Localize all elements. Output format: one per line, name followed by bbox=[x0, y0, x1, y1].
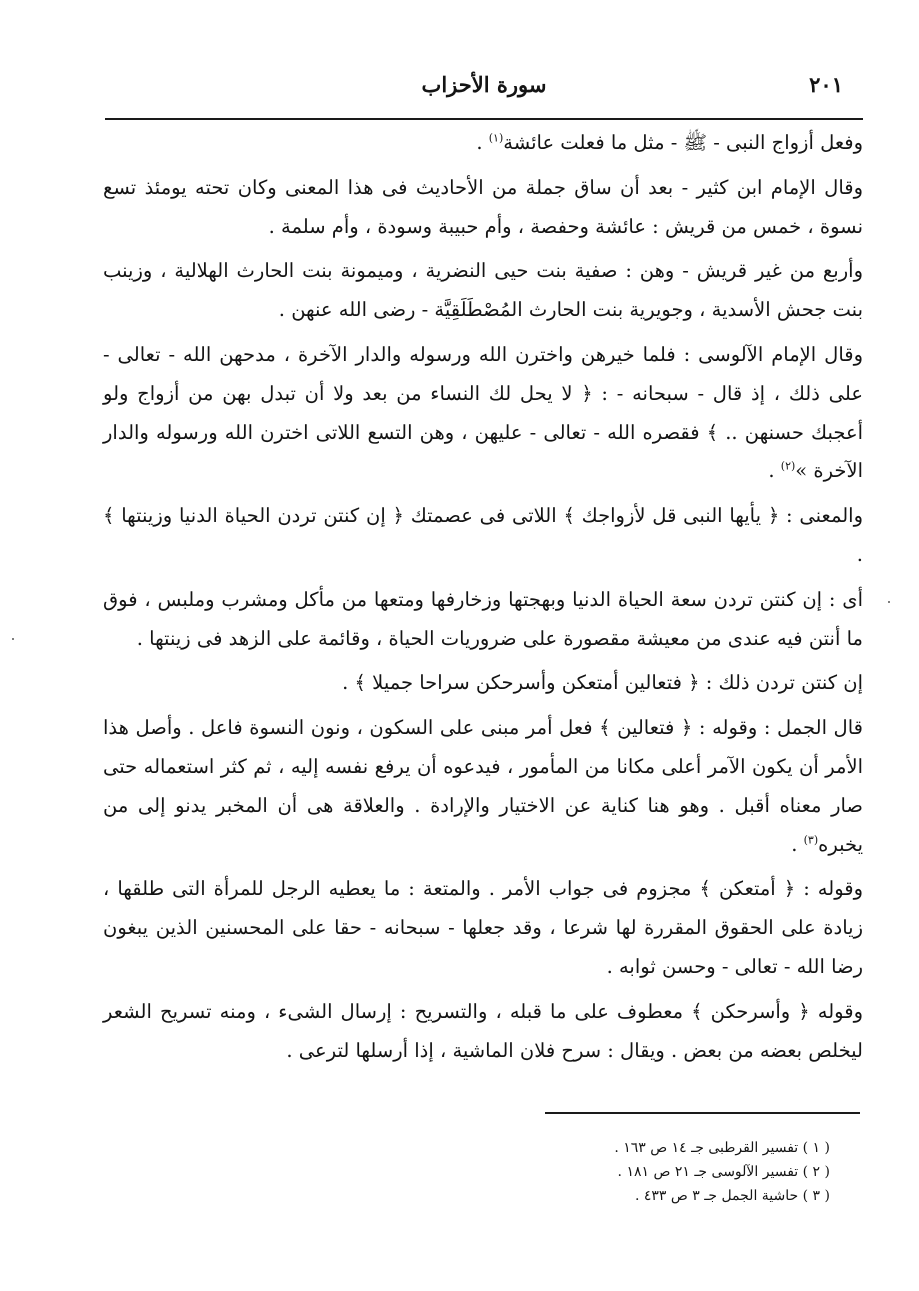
scan-speck bbox=[12, 638, 14, 640]
page-number: ٢٠١ bbox=[809, 72, 843, 97]
paragraph-1: وفعل أزواج النبى - ﷺ - مثل ما فعلت عائشة$^{(١)}$ . bbox=[476, 131, 863, 154]
footnote-ref-1: (١) bbox=[488, 131, 504, 145]
paragraph-2: وقال الإمام ابن كثير - بعد أن ساق جملة من الأحاديث فى هذا المعنى وكان تحته يومئذ تسع نسوة ، خمس من قريش : عائشة وحفصة ، وأم حبيبة وسودة ، وأم سلمة . bbox=[103, 175, 863, 238]
footnote-rule bbox=[545, 1112, 860, 1114]
header-rule bbox=[105, 118, 863, 120]
paragraph-7: إن كنتن تردن ذلك : ﴿ فتعالين أمتعكن وأسرحكن سراحا جميلا ﴾ . bbox=[342, 671, 863, 695]
footnotes bbox=[480, 1136, 830, 1208]
footnote-1: ( ١ ) تفسير القرطبى جـ ١٤ ص ١٦٣ . bbox=[614, 1140, 830, 1156]
footnote-ref-2: (٢) bbox=[780, 459, 796, 473]
main-text bbox=[103, 124, 863, 1076]
paragraph-9: وقوله : ﴿ أمتعكن ﴾ مجزوم فى جواب الأمر . والمتعة : ما يعطيه الرجل للمرأة التى طلقها ، زيادة على الحقوق المقررة لها شرعا ، وقد جعلها - سبحانه - حقا على المحسنين الذين يبغون رضا الله - تعالى - وحسن ثوابه . bbox=[103, 877, 863, 978]
paragraph-3: وأربع من غير قريش - وهن : صفية بنت حيى النضرية ، وميمونة بنت الحارث الهلالية ، وزينب بنت جحش الأسدية ، وجويرية بنت الحارث المُصْطَلَقِيَّة - رضى الله عنهن . bbox=[103, 259, 863, 322]
running-title: سورة الأحزاب bbox=[421, 72, 547, 97]
paragraph-10: وقوله ﴿ وأسرحكن ﴾ معطوف على ما قبله ، والتسريح : إرسال الشىء ، ومنه تسريح الشعر ليخلص بعضه من بعض . ويقال : سرح فلان الماشية ، إذا أرسلها لترعى . bbox=[103, 999, 863, 1062]
paragraph-4: وقال الإمام الآلوسى : فلما خيرهن واخترن الله ورسوله والدار الآخرة ، مدحهن الله - تعالى - على ذلك ، إذ قال - سبحانه - : ﴿ لا يحل لك النساء من بعد ولا أن تبدل بهن من أزواج ولو أعجبك حسنهن .. ﴾ فقصره الله - تعالى - عليهن ، وهن التسع اللاتى اخترن الله ورسوله والدار الآخرة »$^{(٢)}$ . bbox=[103, 342, 863, 483]
paragraph-5: والمعنى : ﴿ يأيها النبى قل لأزواجك ﴾ اللاتى فى عصمتك ﴿ إن كنتن تردن الحياة الدنيا وزينتها ﴾ . bbox=[103, 504, 863, 566]
page-header bbox=[105, 70, 863, 106]
footnote-3: ( ٣ ) حاشية الجمل جـ ٣ ص ٤٣٣ . bbox=[634, 1188, 830, 1204]
footnote-ref-3: (٣) bbox=[803, 833, 819, 847]
paragraph-8: قال الجمل : وقوله : ﴿ فتعالين ﴾ فعل أمر مبنى على السكون ، ونون النسوة فاعل . وأصل هذا الأمر أن يكون الآمر أعلى مكانا من المأمور ، فيدعوه أن يرفع نفسه إليه ، ثم كثر استعماله حتى صار معناه أقبل . وهو هنا كناية عن الاختيار والإرادة . والعلاقة هى أن المخبر يدنو إلى من يخبره$^{(٣)}$ . bbox=[103, 716, 863, 856]
footnote-2: ( ٢ ) تفسير الآلوسى جـ ٢١ ص ١٨١ . bbox=[617, 1164, 830, 1180]
scan-speck bbox=[888, 601, 890, 603]
paragraph-6: أى : إن كنتن تردن سعة الحياة الدنيا وبهجتها وزخارفها ومتعها من مأكل ومشرب وملبس ، فوق ما أنتن فيه عندى من معيشة مقصورة على ضروريات الحياة ، وقائمة على الزهد فى زينتها . bbox=[103, 587, 863, 650]
